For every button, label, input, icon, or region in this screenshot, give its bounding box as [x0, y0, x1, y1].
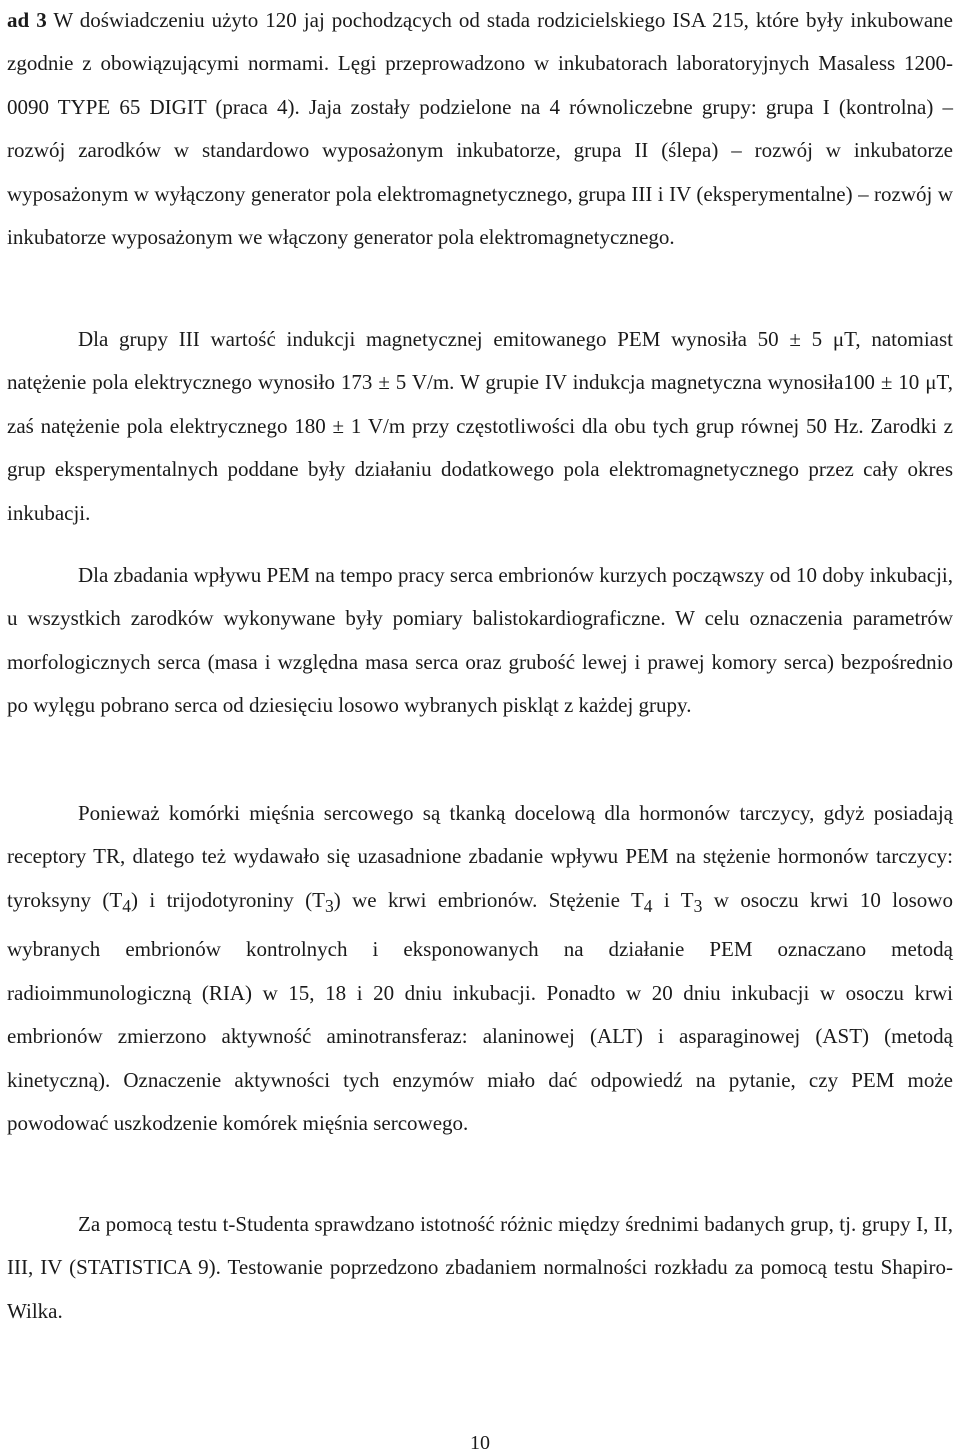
subscript: 3 [693, 896, 703, 916]
paragraph-text-part: ) we krwi embrionów. Stężenie T [333, 887, 644, 912]
paragraph-experiment-setup [7, 0, 953, 259]
paragraph-field-parameters [7, 318, 953, 535]
paragraph-thyroid-hormones [7, 792, 953, 1145]
paragraph-heart-measurements [7, 554, 953, 728]
paragraph-text: Za pomocą testu t-Studenta sprawdzano istotność różnic między średnimi badanych grup, tj. grupy I, II, III, IV (STATISTICA 9). Testowanie poprzedzono zbadaniem normalności rozkładu za pomocą testu Shapiro-Wilka. [7, 1212, 953, 1323]
page-number: 10 [470, 1432, 490, 1454]
subscript: 4 [643, 896, 653, 916]
paragraph-text: Dla zbadania wpływu PEM na tempo pracy serca embrionów kurzych począwszy od 10 doby inkubacji, u wszystkich zarodków wykonywane były pomiary balistokardiograficzne. W celu oznaczenia parametrów morfologicznych serca (masa i względna masa serca oraz grubość lewej i prawej komory serca) bezpośrednio po wylęgu pobrano serca od dziesięciu losowo wybranych piskląt z każdej grupy. [7, 563, 953, 718]
paragraph-text: Dla grupy III wartość indukcji magnetycznej emitowanego PEM wynosiła 50 ± 5 μT, natomiast natężenie pola elektrycznego wynosiło 173 ± 5 V/m. W grupie IV indukcja magnetyczna wynosiła100 ± 10 μT, zaś natężenie pola elektrycznego 180 ± 1 V/m przy częstotliwości dla obu tych grup równej 50 Hz. Zarodki z grup eksperymentalnych poddane były działaniu dodatkowego pola elektromagnetycznego przez cały okres inkubacji. [7, 327, 953, 525]
paragraph-text: W doświadczeniu użyto 120 jaj pochodzących od stada rodzicielskiego ISA 215, które były inkubowane zgodnie z obowiązującymi normami. Lęgi przeprowadzono w inkubatorach laboratoryjnych Masaless 1200-0090 TYPE 65 DIGIT (praca 4). Jaja zostały podzielone na 4 równoliczebne grupy: grupa I (kontrolna) – rozwój zarodków w standardowo wyposażonym inkubatorze, grupa II (ślepa) – rozwój w inkubatorze wyposażonym w wyłączony generator pola elektromagnetycznego, grupa III i IV (eksperymentalne) – rozwój w inkubatorze wyposażonym we włączony generator pola elektromagnetycznego. [7, 8, 953, 250]
paragraph-text-part: ) i trijodotyroniny (T [130, 887, 325, 912]
paragraph-text-part: w osoczu krwi 10 losowo wybranych embrionów kontrolnych i eksponowanych na działanie PEM oznaczano metodą radioimmunologiczną (RIA) w 15, 18 i 20 dniu inkubacji. Ponadto w 20 dniu inkubacji w osoczu krwi embrionów zmierzono aktywność aminotransferaz: alaninowej (ALT) i asparaginowej (AST) (metodą kinetyczną). Oznaczenie aktywności tych enzymów miało dać odpowiedź na pytanie, czy PEM może powodować uszkodzenie komórek mięśnia sercowego. [7, 887, 953, 1136]
section-lead: ad 3 [7, 8, 47, 32]
subscript: 3 [324, 896, 334, 916]
paragraph-text-part: i T [652, 887, 694, 912]
subscript: 4 [122, 896, 131, 916]
paragraph-statistics [7, 1203, 953, 1333]
paragraph-text-part: Ponieważ komórki mięśnia sercowego są tkanką docelową dla hormonów tarczycy, gdyż posiadają receptory TR, dlatego też wydawało się uzasadnione zbadanie wpływu PEM na stężenie hormonów tarczycy: tyroksyny (T [7, 801, 953, 912]
